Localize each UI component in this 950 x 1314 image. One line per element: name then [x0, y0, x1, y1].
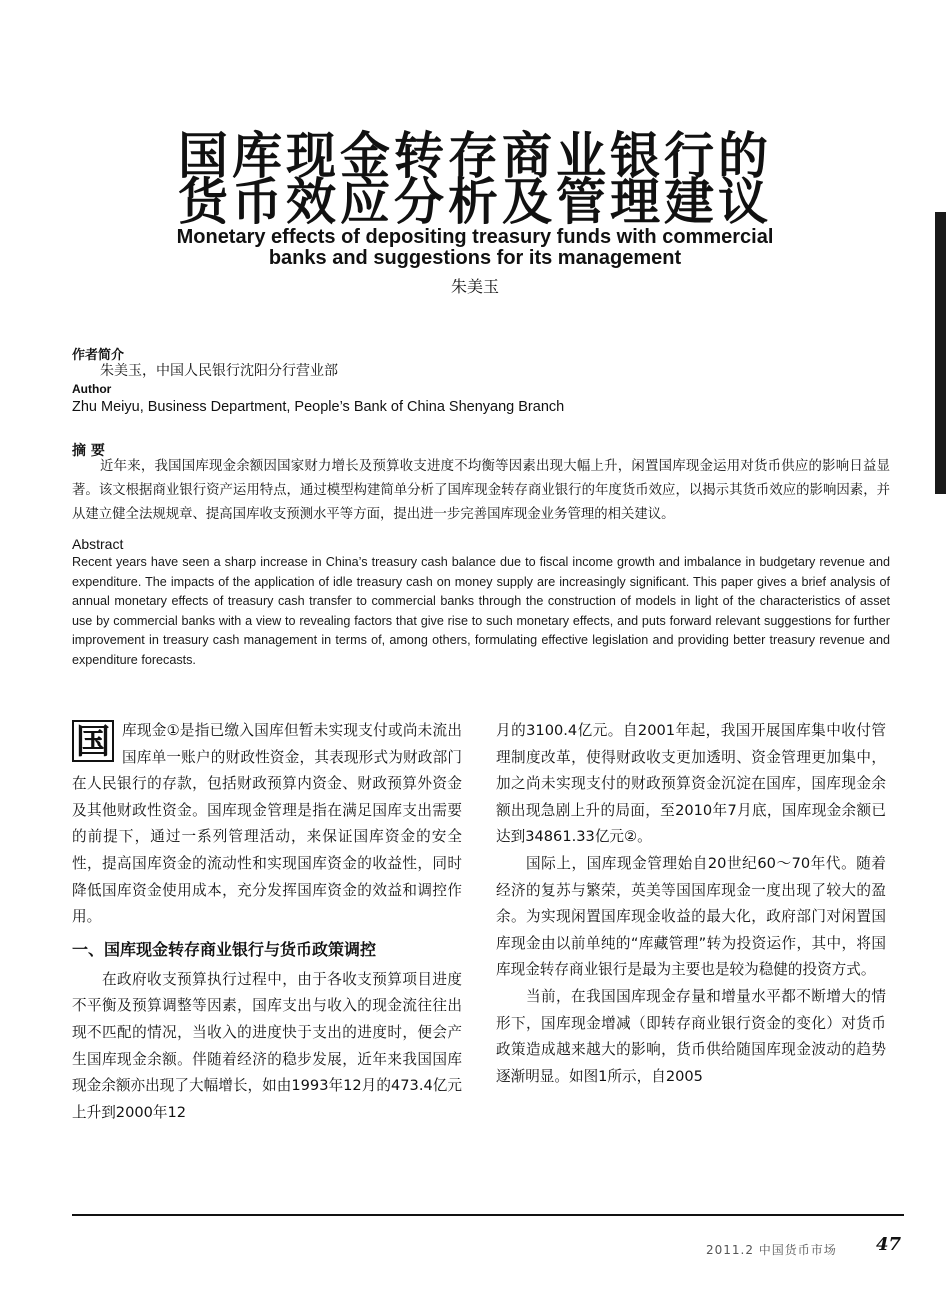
abstract-label-zh: 摘 要 [72, 443, 105, 459]
about-author-label-en: Author [72, 382, 112, 396]
author-name: 朱美玉 [450, 277, 499, 296]
footer-issue: 2011.2 中国货币市场 [706, 1243, 837, 1257]
footer-rule [72, 1214, 904, 1216]
abstract-text-en: Recent years have seen a sharp increase in China’s treasury cash balance due to fiscal income growth and imbalance in budgetary revenue and expenditure. The impacts of the application of idle treasury cash on money supply are increasingly significant. This paper gives a brief analysis of annual monetary effects of treasury cash transfer to commercial banks through the construction of models in light of the characteristics of asset use by commercial banks with a view to revealing factors that give rise to such monetary effects, and puts forward relevant suggestions for further improvement in treasury cash management in terms of, among others, formulating effective legislation and providing better treasury revenue and expenditure forecasts. [72, 555, 890, 667]
title-zh-line-2: 货币效应分析及管理建议 [178, 172, 772, 231]
body-paragraph-2-continued: 月的3100.4亿元。自2001年起，我国开展国库集中收付管理制度改革，使得财政收支更加透明、资金管理更加集中，加之尚未实现支付的财政预算资金沉淀在国库，国库现金余额出现急剧上升的局面，至2010年7月底，国库现金余额已达到34861.33亿元②。 [496, 722, 886, 846]
title-en-line-2: banks and suggestions for its management [268, 247, 682, 269]
body-paragraph-1: 库现金①是指已缴入国库但暂未实现支付或尚未流出国库单一账户的财政性资金，其表现形式为财政部门在人民银行的存款，包括财政预算内资金、财政预算外资金及其他财政性资金。国库现金管理是指在满足国库支出需要的前提下，通过一系列管理活动，来保证国库资金的安全性，提高国库资金的流动性和实现国库资金的收益性，同时降低国库资金使用成本，充分发挥国库资金的效益和调控作用。 [72, 722, 462, 926]
about-author-label-zh: 作者简介 [72, 348, 125, 363]
drop-cap: 国 [72, 720, 114, 762]
body-paragraph-4: 当前，在我国国库现金存量和增量水平都不断增大的情形下，国库现金增减（即转存商业银行资金的变化）对货币政策造成越来越大的影响，货币供给随国库现金波动的趋势逐渐明显。如图1所示，自2005 [496, 987, 886, 1085]
body-column-right [496, 718, 886, 1090]
about-author-text-en: Zhu Meiyu, Business Department, People’s Bank of China Shenyang Branch [72, 399, 565, 415]
title-en-line-1: Monetary effects of depositing treasury funds with commercial [176, 226, 774, 248]
body-paragraph-3: 国际上，国库现金管理始自20世纪60～70年代。随着经济的复苏与繁荣，英美等国国库现金一度出现了较大的盈余。为实现闲置国库现金收益的最大化，政府部门对闲置国库现金由以前单纯的“库藏管理”转为投资运作，其中，将国库现金转存商业银行是最为主要也是较为稳健的投资方式。 [496, 854, 886, 979]
body-column-left [72, 718, 462, 1126]
page-number: 47 [876, 1234, 902, 1255]
abstract-text-zh: 近年来，我国国库现金余额因国家财力增长及预算收支进度不均衡等因素出现大幅上升，闲置国库现金运用对货币供应的影响日益显著。该文根据商业银行资产运用特点，通过模型构建简单分析了国库现金转存商业银行的年度货币效应，以揭示其货币效应的影响因素，并从建立健全法规规章、提高国库收支预测水平等方面，提出进一步完善国库现金业务管理的相关建议。 [72, 459, 890, 522]
abstract-label-en: Abstract [72, 536, 124, 552]
about-author-text-zh: 朱美玉，中国人民银行沈阳分行营业部 [100, 363, 338, 379]
title-zh-line-1: 国库现金转存商业银行的 [178, 126, 772, 185]
body-paragraph-2: 在政府收支预算执行过程中，由于各收支预算项目进度不平衡及预算调整等因素，国库支出与收入的现金流往往出现不匹配的情况，当收入的进度快于支出的进度时，便会产生国库现金余额。伴随着经济的稳步发展，近年来我国国库现金余额亦出现了大幅增长，如由1993年12月的473.4亿元上升到2000年12 [72, 970, 462, 1121]
section-heading-1: 一、国库现金转存商业银行与货币政策调控 [72, 939, 377, 959]
